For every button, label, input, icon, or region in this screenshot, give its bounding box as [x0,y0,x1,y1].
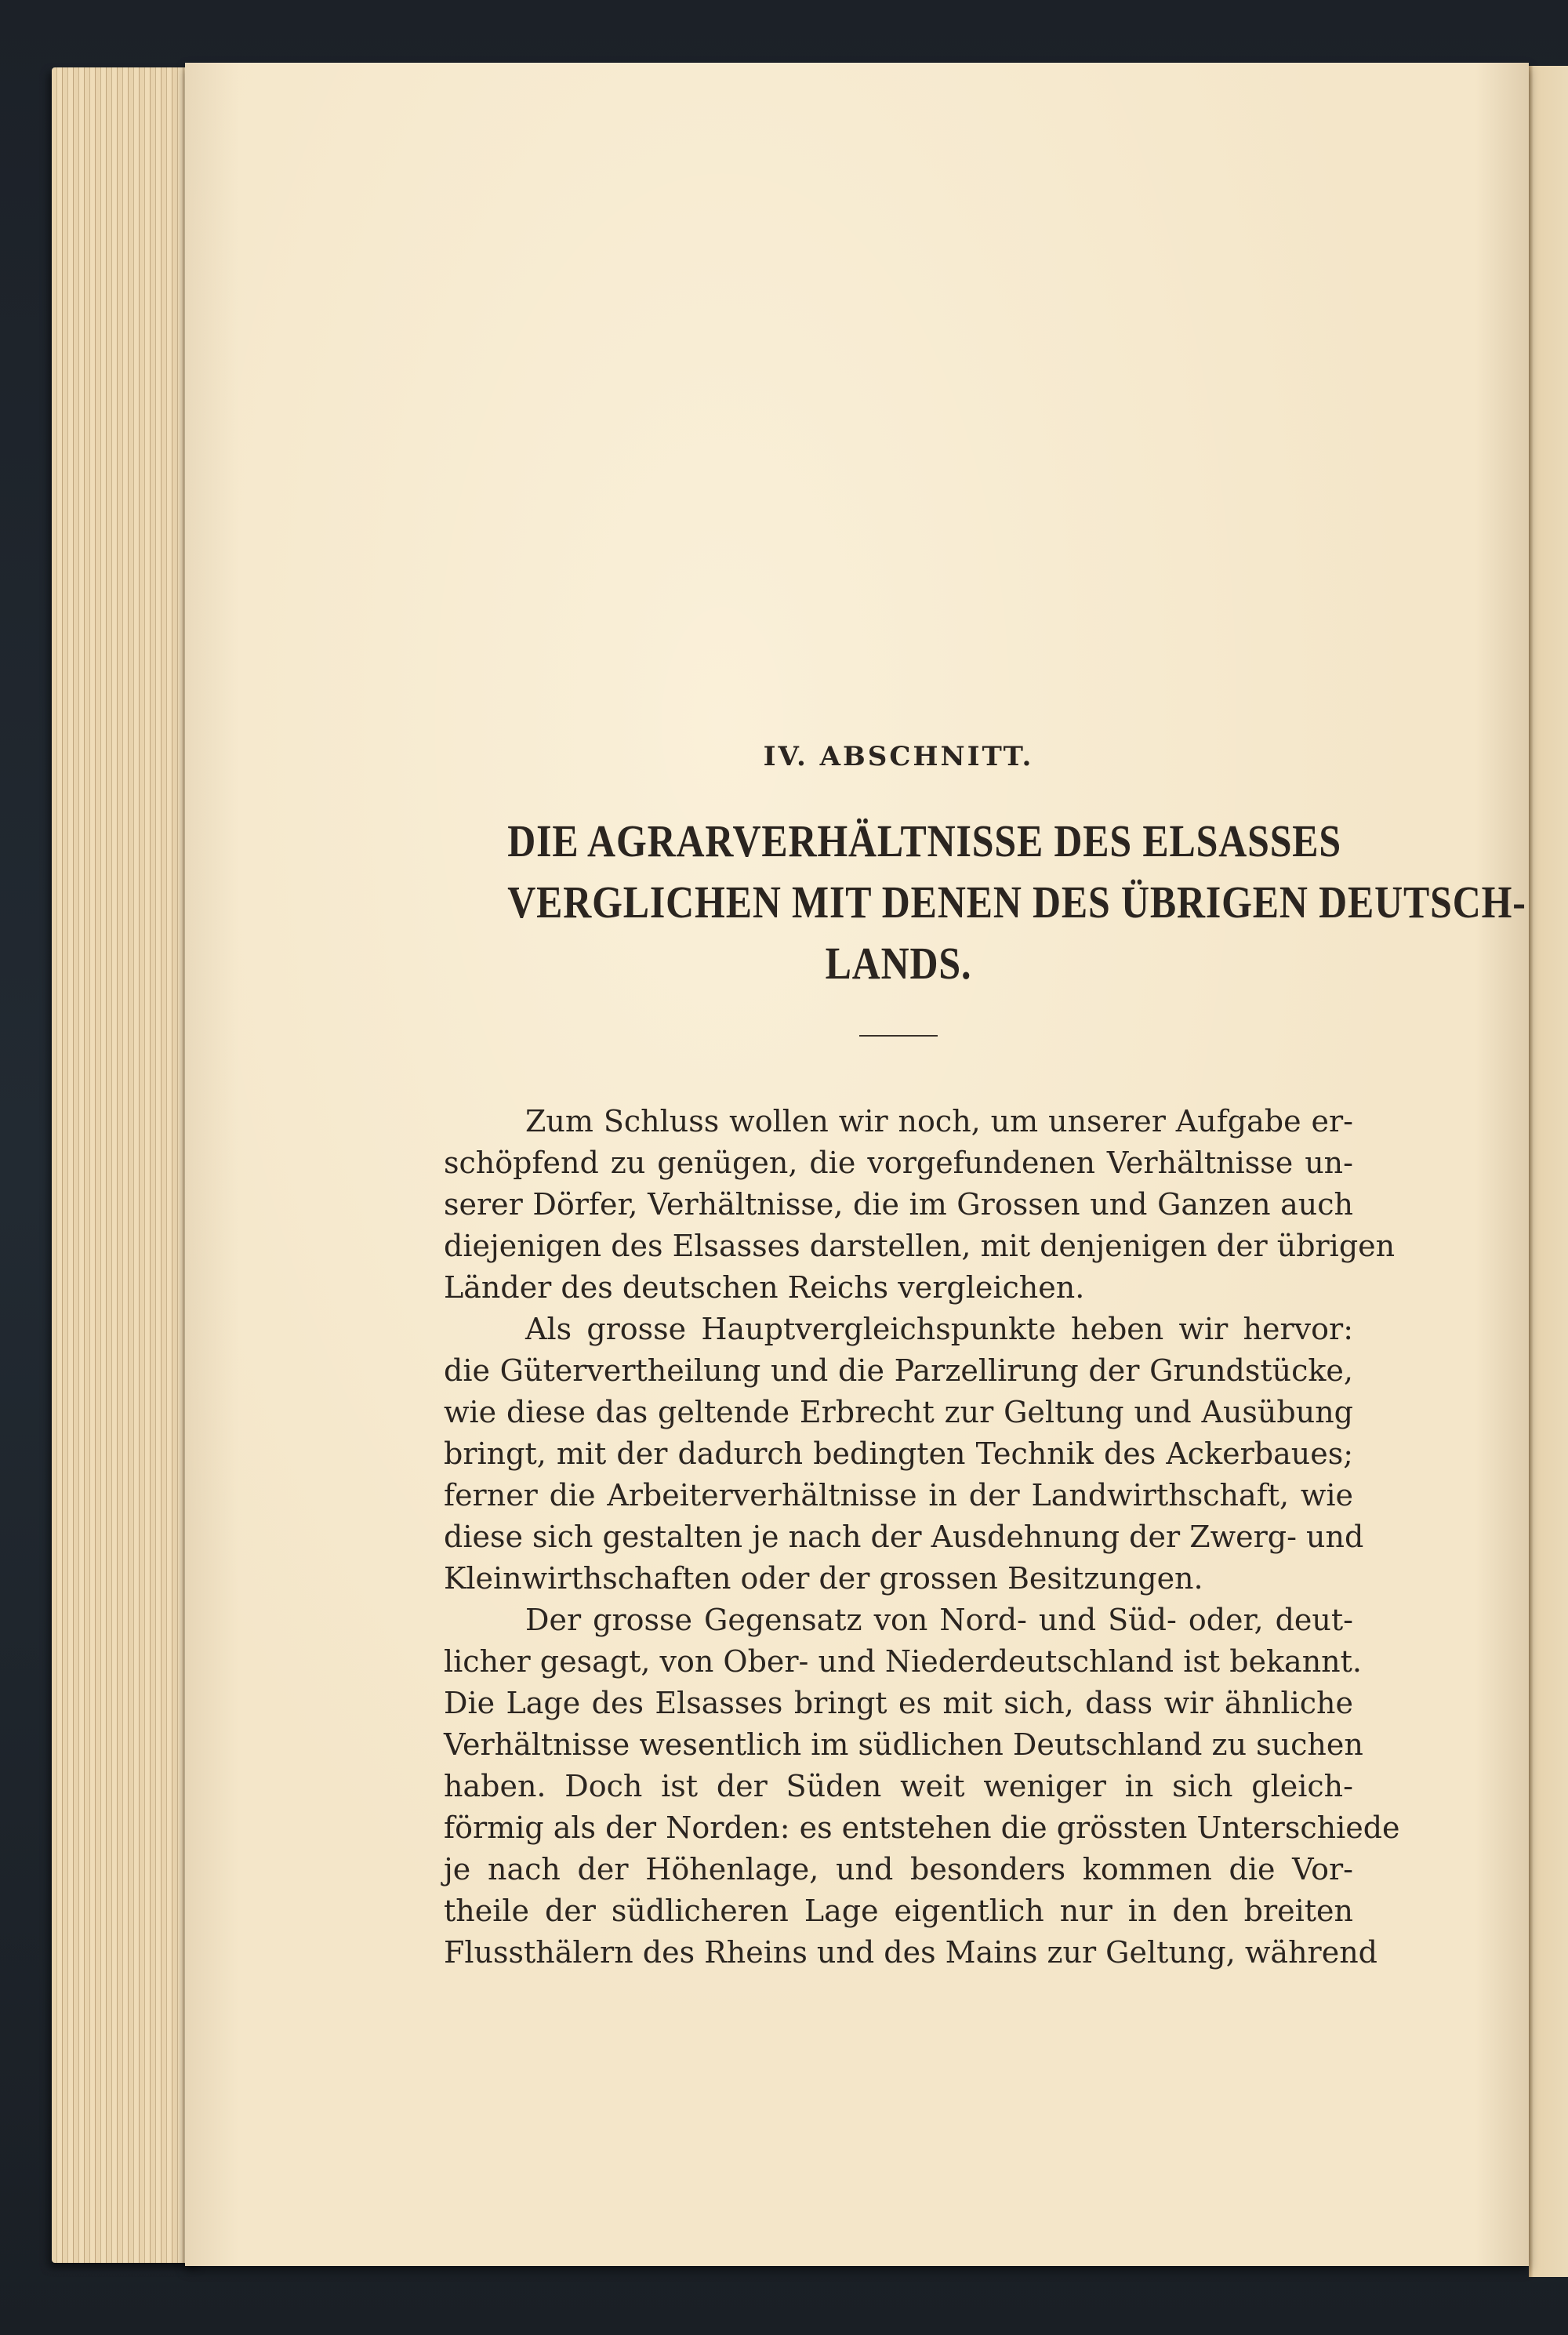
text-line: theile der südlicheren Lage eigentlich nur in den breiten [444,1894,1353,1928]
text-line: Länder des deutschen Reichs vergleichen. [444,1270,1085,1305]
text-line: förmig als der Norden: es entstehen die grössten Unterschiede [444,1810,1400,1845]
text-line: serer Dörfer, Verhältnisse, die im Grossen und Ganzen auch [444,1187,1353,1222]
text-line: wie diese das geltende Erbrecht zur Geltung und Ausübung [444,1395,1353,1429]
title-divider [859,1035,938,1037]
text-line: diejenigen des Elsasses darstellen, mit denjenigen der übrigen [444,1229,1396,1263]
body-text [444,1101,1400,1974]
page-content [444,737,1526,1974]
chapter-title-line: VERGLICHEN MIT DENEN DES ÜBRIGEN DEUTSCH- [507,877,1526,928]
page-edges [52,67,201,2263]
text-line: schöpfend zu genügen, die vorgefundenen Verhältnisse un- [444,1146,1353,1180]
text-line: Die Lage des Elsasses bringt es mit sich, dass wir ähnliche [444,1686,1353,1720]
text-line: licher gesagt, von Ober- und Niederdeutschland ist bekannt. [444,1644,1362,1679]
chapter-title-line: DIE AGRARVERHÄLTNISSE DES ELSASSES [507,815,1342,866]
text-line: je nach der Höhenlage, und besonders kommen die Vor- [444,1852,1353,1887]
text-line: Zum Schluss wollen wir noch, um unserer Aufgabe er- [525,1104,1353,1138]
section-heading: IV. ABSCHNITT. [763,741,1034,772]
text-line: bringt, mit der dadurch bedingten Technik des Ackerbaues; [444,1436,1353,1471]
chapter-title [507,811,1526,994]
text-line: Verhältnisse wesentlich im südlichen Deutschland zu suchen [444,1727,1363,1762]
text-line: Flussthälern des Rheins und des Mains zur Geltung, während [444,1935,1377,1970]
text-line: Kleinwirthschaften oder der grossen Besitzungen. [444,1561,1203,1596]
facing-page-edge [1529,66,1568,2277]
text-line: Als grosse Hauptvergleichspunkte heben wir hervor: [525,1312,1353,1346]
text-line: ferner die Arbeiterverhältnisse in der Landwirthschaft, wie [444,1478,1353,1512]
text-line: diese sich gestalten je nach der Ausdehnung der Zwerg- und [444,1520,1364,1554]
text-line: haben. Doch ist der Süden weit weniger in sich gleich- [444,1769,1353,1803]
text-line: Der grosse Gegensatz von Nord- und Süd- oder, deut- [525,1603,1353,1637]
chapter-title-line: LANDS. [825,938,972,989]
text-line: die Gütervertheilung und die Parzellirung der Grundstücke, [444,1353,1353,1388]
